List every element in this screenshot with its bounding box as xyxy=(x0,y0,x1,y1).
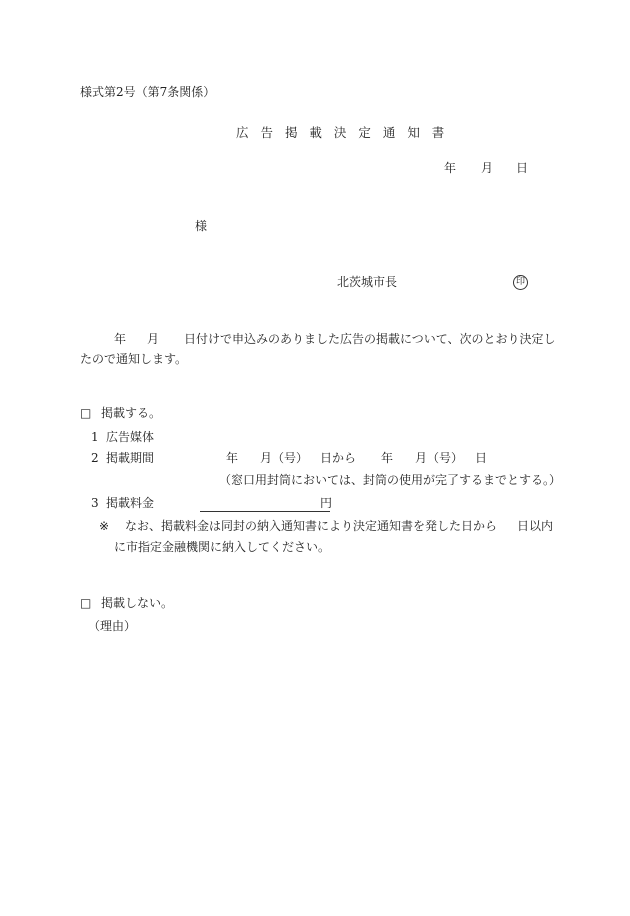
body-month: 月 xyxy=(147,332,160,346)
notice-line1a: なお、掲載料金は同封の納入通知書により決定通知書を発した日から xyxy=(125,519,498,533)
form-label: 様式第2号（第7条関係） xyxy=(80,85,216,99)
body-line1: 日付けで申込みのありました広告の掲載について、次のとおり決定し xyxy=(184,332,556,346)
body-year: 年 xyxy=(114,332,127,346)
document-title: 広 告 掲 載 決 定 通 知 書 xyxy=(236,125,449,140)
reject-reason-label: （理由） xyxy=(88,619,137,633)
body-line2: たので通知します。 xyxy=(80,352,188,366)
seal-mark xyxy=(513,274,528,290)
date-month: 月 xyxy=(481,161,494,175)
period-year-1: 年 xyxy=(226,451,239,465)
item1-label: 広告媒体 xyxy=(106,430,155,444)
period-note: （窓口用封筒においては、封筒の使用が完了するまでとする。） xyxy=(219,473,562,487)
approve-checkbox[interactable]: □ xyxy=(80,406,92,420)
issuer-name: 北茨城市長 xyxy=(337,275,398,289)
item1-number: 1 xyxy=(91,430,99,444)
item2-number: 2 xyxy=(91,451,99,465)
period-month-2: 月（号） xyxy=(415,451,464,465)
fee-unit: 円 xyxy=(320,496,333,510)
addressee-suffix: 様 xyxy=(195,219,208,233)
reject-checkbox[interactable]: □ xyxy=(80,596,92,610)
date-day: 日 xyxy=(516,161,529,175)
period-from: 日から xyxy=(320,451,357,465)
period-day-2: 日 xyxy=(475,451,488,465)
item2-label: 掲載期間 xyxy=(106,451,155,465)
period-month-1: 月（号） xyxy=(260,451,309,465)
fee-amount-field[interactable] xyxy=(200,496,333,512)
notice-line2: に市指定金融機関に納入してください。 xyxy=(114,540,331,554)
reject-label: 掲載しない。 xyxy=(101,596,174,610)
approve-label: 掲載する。 xyxy=(101,406,162,420)
item3-label: 掲載料金 xyxy=(106,496,155,510)
notice-mark: ※ xyxy=(99,519,110,533)
notice-line1b: 日以内 xyxy=(517,519,554,533)
period-year-2: 年 xyxy=(381,451,394,465)
item3-number: 3 xyxy=(91,496,99,510)
date-year: 年 xyxy=(444,161,457,175)
seal-icon: 印 xyxy=(513,275,528,290)
